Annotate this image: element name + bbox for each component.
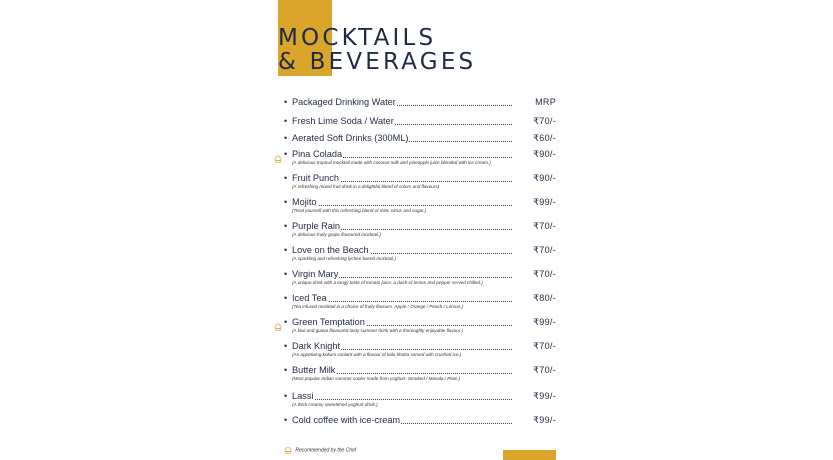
dotted-leader (292, 399, 512, 400)
menu-item (284, 390, 560, 407)
accent-footer-block (503, 450, 556, 460)
item-price: ₹70/- (533, 365, 556, 375)
bullet-icon: • (284, 116, 288, 126)
menu-item (284, 244, 560, 261)
menu-item (284, 96, 560, 109)
dotted-leader (292, 205, 512, 206)
bullet-icon: • (284, 221, 288, 231)
item-price: ₹70/- (533, 341, 556, 351)
item-description: (A delicious tropical mocktail made with coconut milk and pineapple juice blended with ice cream.) (292, 160, 491, 165)
item-price: ₹99/- (533, 391, 556, 401)
item-price: ₹70/- (533, 245, 556, 255)
item-name: Packaged Drinking Water (292, 97, 396, 107)
item-price: ₹99/- (533, 317, 556, 327)
menu-item-row (284, 414, 560, 427)
item-name: Mojito (292, 197, 317, 207)
item-description: (Tea infused mocktail in a choice of fruity flavours. Apple / Orange / Peach / Lemon.) (292, 304, 463, 309)
menu-item (284, 268, 560, 285)
item-description: (An appetizing kokum coolant with a flavour of kala khatta served with crushed ice.) (292, 352, 462, 357)
item-name: Fruit Punch (292, 173, 339, 183)
item-price: ₹70/- (533, 116, 556, 126)
bullet-icon: • (284, 269, 288, 279)
bullet-icon: • (284, 341, 288, 351)
bullet-icon: • (284, 317, 288, 327)
item-description: (A sparkling and refreshing lychee based mocktail.) (292, 256, 397, 261)
menu-item (284, 220, 560, 237)
menu-item (284, 364, 560, 381)
item-name: Dark Knight (292, 341, 341, 351)
menu-item (284, 414, 560, 427)
item-name: Aerated Soft Drinks (300ML) (292, 133, 409, 143)
chef-hat-icon (274, 318, 282, 326)
item-description: (A refreshing mixed fruit drink in a delightful blend of colors and flavours) (292, 184, 440, 189)
item-description: (Treat yourself with this refreshing blend of mint, citrus and sugar.) (292, 208, 427, 213)
footnote-text: Recommended by the Chef (295, 447, 357, 454)
bullet-icon: • (284, 133, 288, 143)
menu-item-row (284, 96, 560, 109)
item-name: Fresh Lime Soda / Water (292, 116, 394, 126)
item-price: ₹70/- (533, 269, 556, 279)
menu-item-row (284, 115, 560, 128)
item-price: ₹99/- (533, 415, 556, 425)
title-line-2: & BEVERAGES (278, 49, 477, 75)
item-description: (A unique drink with a tangy taste of tomato juice, a dash of lemon and pepper served chilled.) (292, 280, 483, 285)
item-price: ₹90/- (533, 173, 556, 183)
item-name: Butter Milk (292, 365, 336, 375)
bullet-icon: • (284, 415, 288, 425)
item-name: Cold coffee with ice-cream (292, 415, 401, 425)
menu-item-row (284, 132, 560, 145)
item-description: (A delicious fruity grape flavoured mocktail.) (292, 232, 381, 237)
item-description: (Most popular Indian summer cooler made from yoghurt. Smoked / Masala / Plain.) (292, 376, 461, 381)
menu-item (284, 292, 560, 309)
menu-item (284, 196, 560, 213)
item-name: Green Temptation (292, 317, 365, 327)
menu-item (284, 316, 560, 333)
bullet-icon: • (284, 391, 288, 401)
item-name: Virgin Mary (292, 269, 339, 279)
menu-item (284, 132, 560, 145)
bullet-icon: • (284, 173, 288, 183)
item-name: Iced Tea (292, 293, 327, 303)
page-title (278, 26, 476, 74)
bullet-icon: • (284, 149, 288, 159)
bullet-icon: • (284, 97, 288, 107)
footnote (284, 446, 356, 454)
bullet-icon: • (284, 293, 288, 303)
title-line-1: MOCKTAILS (278, 25, 437, 51)
item-price: MRP (535, 97, 556, 107)
item-price: ₹99/- (533, 197, 556, 207)
item-name: Pina Colada (292, 149, 343, 159)
chef-hat-icon (284, 446, 292, 454)
item-description: (A thick creamy sweetened yoghurt drink.) (292, 402, 378, 407)
bullet-icon: • (284, 197, 288, 207)
item-price: ₹70/- (533, 221, 556, 231)
menu-item (284, 148, 560, 165)
item-name: Lassi (292, 391, 314, 401)
item-name: Purple Rain (292, 221, 341, 231)
menu-item (284, 340, 560, 357)
chef-hat-icon (274, 150, 282, 158)
item-price: ₹80/- (533, 293, 556, 303)
bullet-icon: • (284, 365, 288, 375)
item-name: Love on the Beach (292, 245, 369, 255)
menu-item (284, 115, 560, 128)
item-price: ₹90/- (533, 149, 556, 159)
bullet-icon: • (284, 245, 288, 255)
item-price: ₹60/- (533, 133, 556, 143)
item-description: (A kiwi and guava flavoured tasty summer drink with a thoroughly enjoyable flavour.) (292, 328, 463, 333)
menu-item (284, 172, 560, 189)
